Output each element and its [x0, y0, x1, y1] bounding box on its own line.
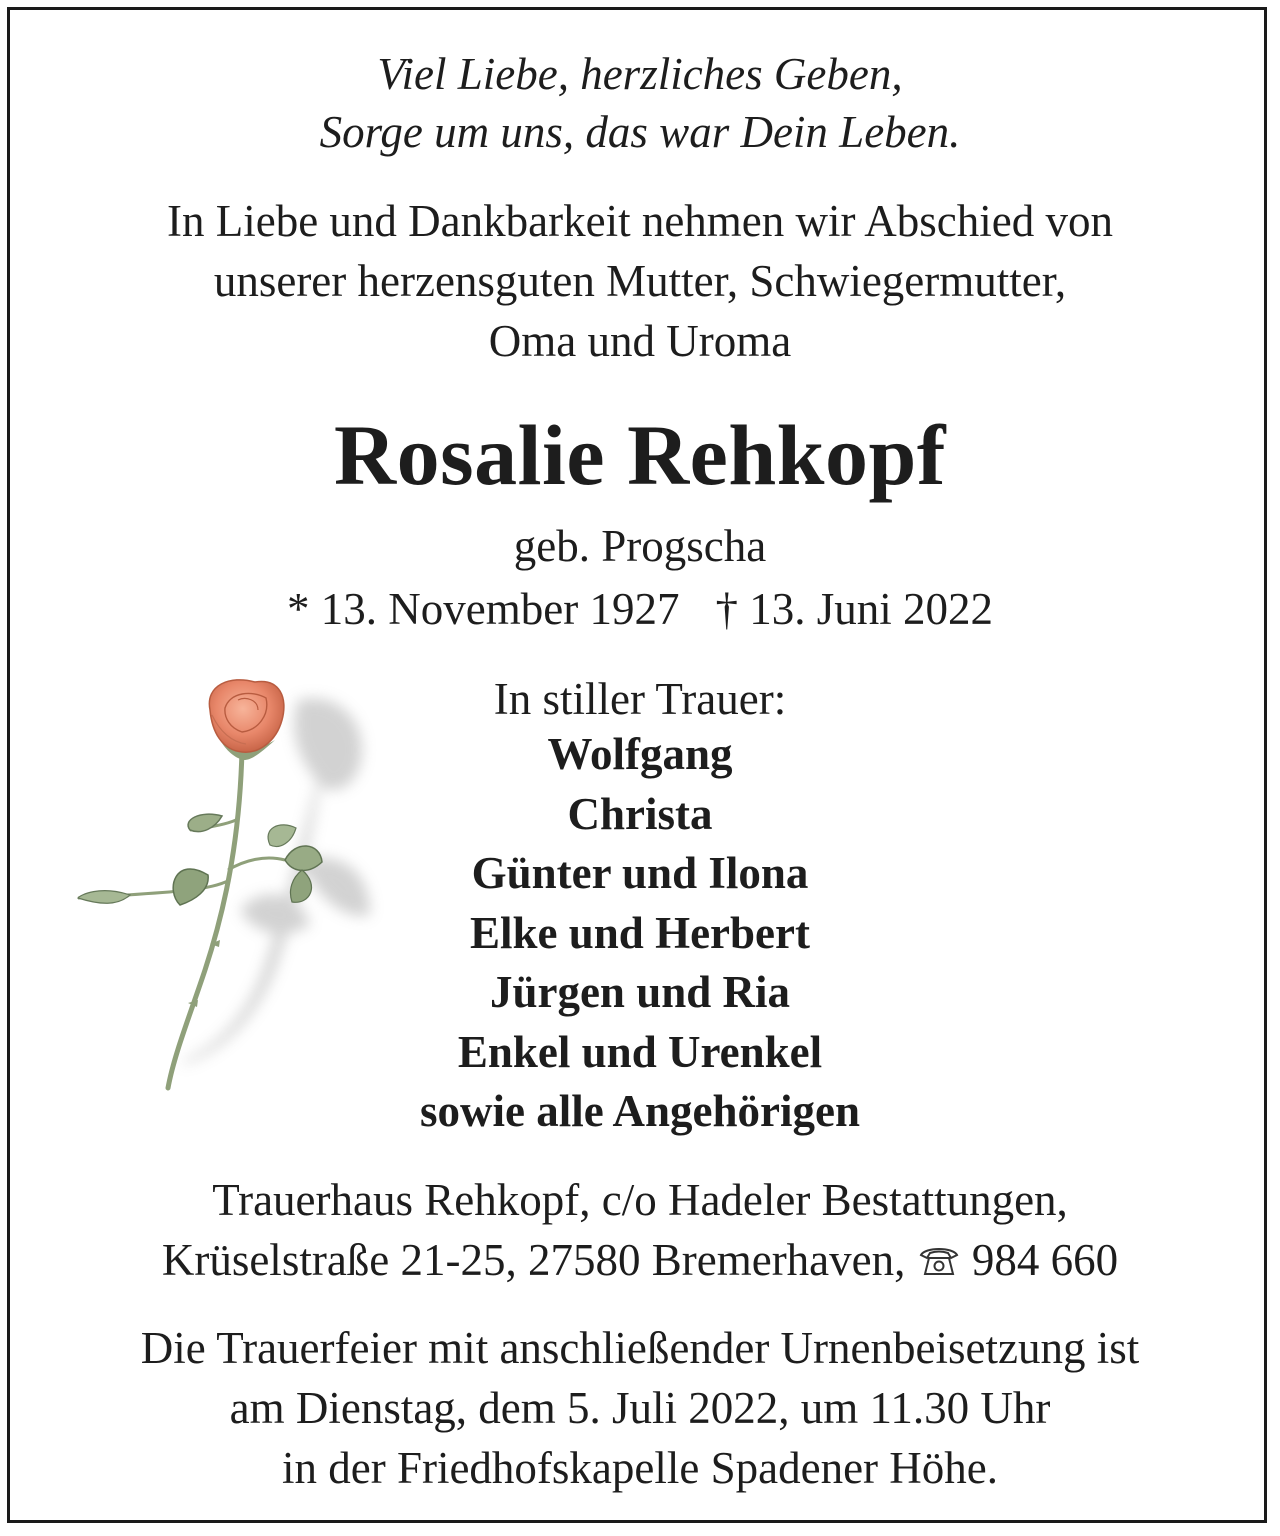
deceased-name: Rosalie Rehkopf: [334, 407, 946, 503]
address-line-2: [0, 1230, 1280, 1290]
ceremony-line-1: Die Trauerfeier mit anschließender Urnenbeisetzung ist: [140, 1323, 1140, 1373]
phone-number: 984 660: [971, 1235, 1119, 1285]
intro-line-3: Oma und Uroma: [488, 316, 792, 366]
address-line-1: Trauerhaus Rehkopf, c/o Hadeler Bestattungen,: [212, 1175, 1068, 1225]
ceremony-line-3: in der Friedhofskapelle Spadener Höhe.: [281, 1443, 999, 1493]
life-dates: [0, 579, 1280, 639]
intro-line-2: unserer herzensguten Mutter, Schwiegermutter,: [213, 256, 1067, 306]
intro-line-1: In Liebe und Dankbarkeit nehmen wir Abschied von: [167, 196, 1113, 246]
mourner-name: Günter und Ilona: [471, 848, 809, 898]
mourner-name: Jürgen und Ria: [489, 967, 791, 1017]
telephone-icon: [917, 1230, 961, 1290]
mourner-name: Enkel und Urenkel: [457, 1027, 823, 1077]
death-date: † 13. Juni 2022: [715, 584, 993, 634]
motto-line-1: Viel Liebe, herzliches Geben,: [377, 49, 903, 99]
birth-date: * 13. November 1927: [287, 584, 680, 634]
motto-line-2: Sorge um uns, das war Dein Leben.: [319, 107, 961, 157]
maiden-name: geb. Progscha: [513, 521, 767, 571]
mourner-name: Elke und Herbert: [469, 908, 810, 958]
ceremony-line-2: am Dienstag, dem 5. Juli 2022, um 11.30 Uhr: [229, 1383, 1051, 1433]
mourner-name: Wolfgang: [547, 729, 733, 779]
street-address: Krüselstraße 21-25, 27580 Bremerhaven,: [161, 1235, 906, 1285]
mourners-heading: In stiller Trauer:: [493, 674, 787, 724]
mourner-name: sowie alle Angehörigen: [420, 1086, 860, 1136]
mourner-name: Christa: [567, 789, 713, 839]
